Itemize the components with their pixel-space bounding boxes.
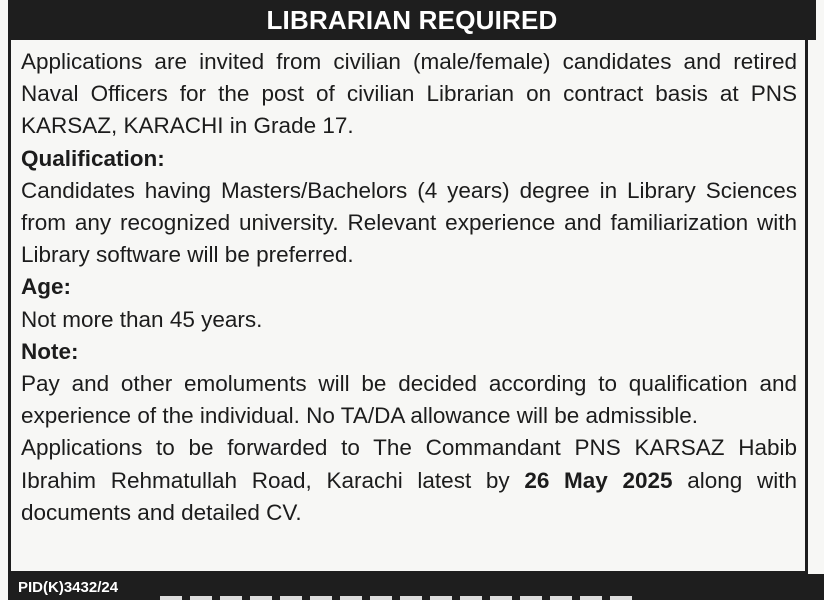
age-heading: Age: xyxy=(21,274,71,300)
intro-paragraph: Applications are invited from civilian (male/female) candidates and retired Naval Officers for the post of civilian Librarian on contract basis at PNS KARSAZ, KARACHI in Grade 17. xyxy=(21,49,797,139)
cut-off-text-fragment xyxy=(160,596,640,600)
note-paragraph: Pay and other emoluments will be decided according to qualification and experience of the individual. No TA/DA allowance will be admissible. xyxy=(21,371,797,429)
application-deadline: 26 May 2025 xyxy=(524,467,673,493)
application-documents-text: along with documents and detailed CV. xyxy=(21,467,797,525)
note-heading: Note: xyxy=(21,338,79,364)
ad-body-frame xyxy=(8,40,808,574)
ad-content xyxy=(21,46,797,529)
application-instructions xyxy=(21,432,797,529)
ad-title: LIBRARIAN REQUIRED xyxy=(8,0,816,40)
application-address-text: Applications to be forwarded to The Commandant PNS KARSAZ Habib Ibrahim Rehmatullah Road, Karachi latest by xyxy=(21,435,797,493)
age-paragraph: Not more than 45 years. xyxy=(21,306,263,332)
pid-number: PID(K)3432/24 xyxy=(18,579,119,596)
qualification-paragraph: Candidates having Masters/Bachelors (4 years) degree in Library Sciences from any recognized university. Relevant experience and familiarization with Library software will be preferred. xyxy=(21,177,797,268)
qualification-heading: Qualification: xyxy=(21,145,165,171)
